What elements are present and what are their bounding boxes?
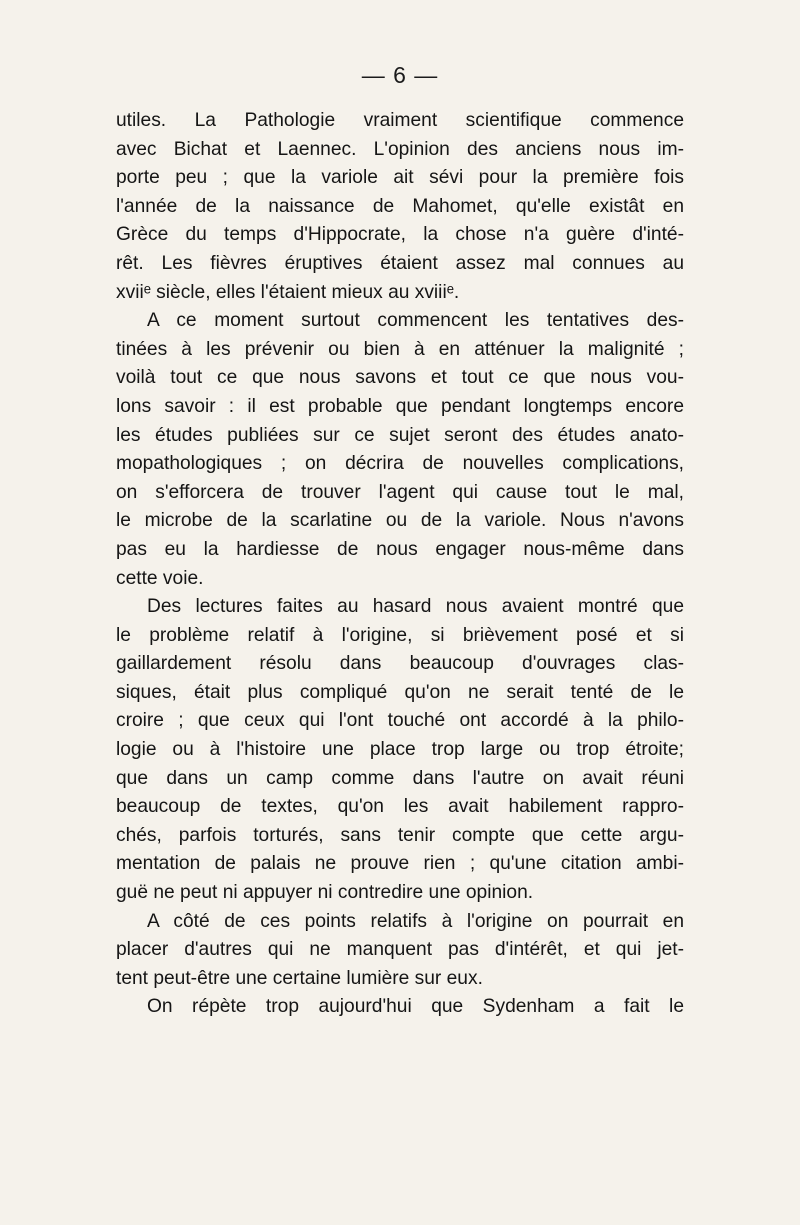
text-line: le microbe de la scarlatine ou de la variole. Nous n'avons	[116, 510, 684, 532]
text-line: l'année de la naissance de Mahomet, qu'elle existât en	[116, 195, 684, 217]
text-line: logie ou à l'histoire une place trop large ou trop étroite;	[116, 739, 684, 761]
text-line: on s'efforcera de trouver l'agent qui cause tout le mal,	[116, 481, 684, 503]
text-line: les études publiées sur ce sujet seront des études anato-	[116, 424, 684, 446]
text-line: utiles. La Pathologie vraiment scientifique commence	[116, 110, 684, 131]
text-line: tent peut-être une certaine lumière sur eux.	[116, 967, 483, 989]
text-line: placer d'autres qui ne manquent pas d'intérêt, et qui jet-	[116, 939, 684, 961]
text-line: voilà tout ce que nous savons et tout ce que nous vou-	[116, 367, 684, 389]
text-line: rêt. Les fièvres éruptives étaient assez mal connues au	[116, 252, 684, 274]
text-line: que dans un camp comme dans l'autre on avait réuni	[116, 767, 684, 789]
text-line: xviiᵉ siècle, elles l'étaient mieux au xviiiᵉ.	[116, 281, 460, 303]
text-line: tinées à les prévenir ou bien à en atténuer la malignité ;	[116, 338, 684, 360]
body-text	[116, 107, 684, 1022]
text-line: On répète trop aujourd'hui que Sydenham a fait le	[147, 996, 684, 1018]
text-line: gaillardement résolu dans beaucoup d'ouvrages clas-	[116, 653, 684, 675]
text-line: mopathologiques ; on décrira de nouvelles complications,	[116, 453, 684, 475]
text-line: A ce moment surtout commencent les tentatives des-	[147, 310, 684, 332]
text-line: siques, était plus compliqué qu'on ne serait tenté de le	[116, 681, 684, 703]
page-number: — 6 —	[361, 62, 439, 88]
text-line: avec Bichat et Laennec. L'opinion des anciens nous im-	[116, 138, 684, 160]
text-line: le problème relatif à l'origine, si brièvement posé et si	[116, 624, 684, 646]
text-line: guë ne peut ni appuyer ni contredire une opinion.	[116, 882, 534, 904]
text-line: mentation de palais ne prouve rien ; qu'une citation ambi-	[116, 853, 684, 875]
text-line: chés, parfois torturés, sans tenir compte que cette argu-	[116, 824, 684, 846]
text-line: beaucoup de textes, qu'on les avait habilement rappro-	[116, 796, 684, 818]
text-line: A côté de ces points relatifs à l'origine on pourrait en	[147, 910, 684, 932]
text-line: lons savoir : il est probable que pendant longtemps encore	[116, 395, 684, 417]
text-line: Des lectures faites au hasard nous avaient montré que	[147, 596, 684, 618]
text-line: Grèce du temps d'Hippocrate, la chose n'a guère d'inté-	[116, 224, 684, 246]
text-line: cette voie.	[116, 567, 204, 589]
text-line: pas eu la hardiesse de nous engager nous-même dans	[116, 538, 684, 560]
text-line: croire ; que ceux qui l'ont touché ont accordé à la philo-	[116, 710, 684, 732]
text-line: porte peu ; que la variole ait sévi pour la première fois	[116, 167, 684, 189]
